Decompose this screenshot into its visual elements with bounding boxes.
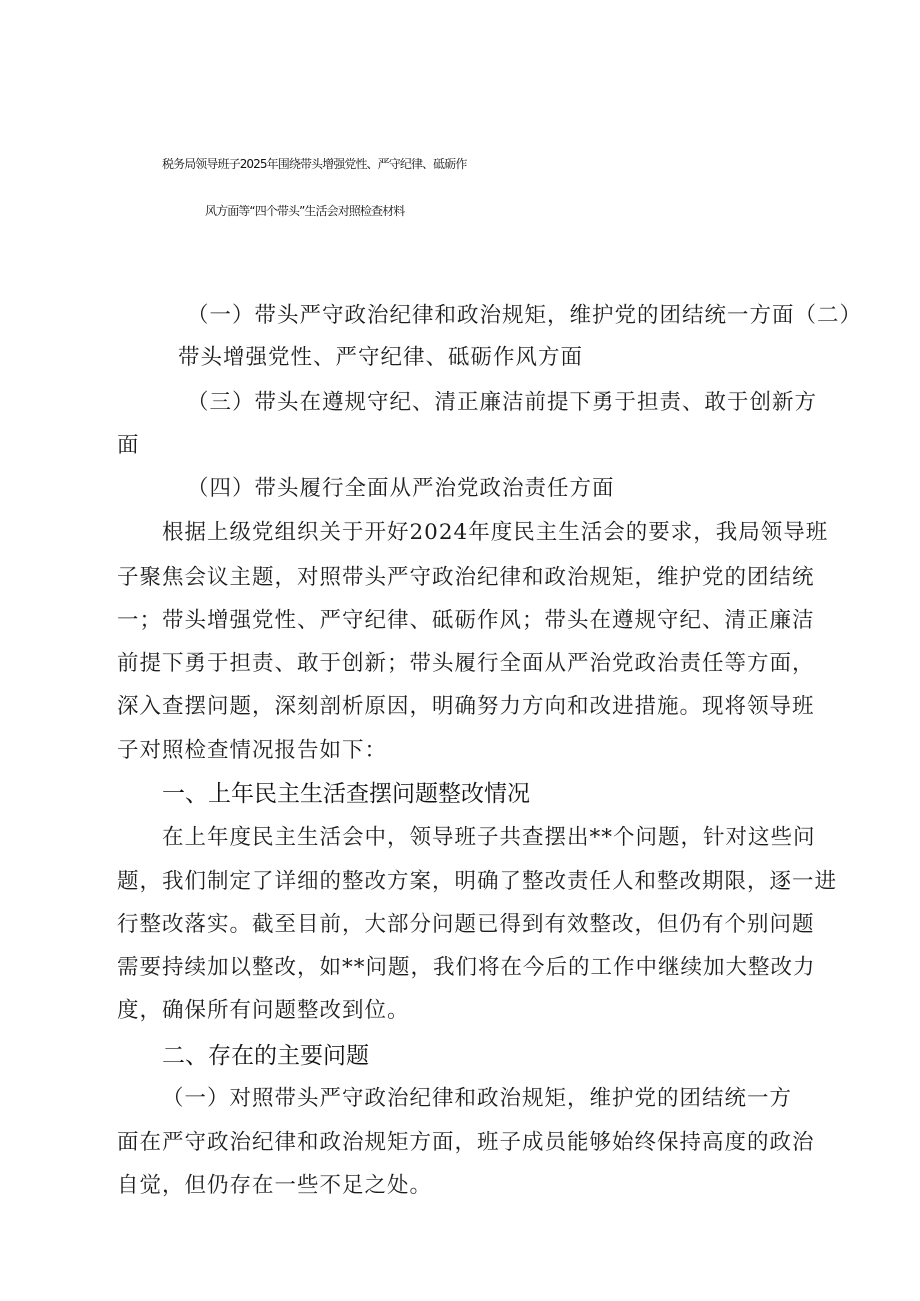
paragraph-line: 面在严守政治纪律和政治规矩方面，班子成员能够始终保持高度的政治 bbox=[117, 1130, 815, 1155]
paragraph-line: （一）对照带头严守政治纪律和政治规矩，维护党的团结统一方 bbox=[162, 1086, 793, 1111]
toc-item: （四）带头履行全面从严治党政治责任方面 bbox=[187, 476, 615, 501]
paragraph-line: 行整改落实。截至目前，大部分问题已得到有效整改，但仍有个别问题 bbox=[117, 912, 815, 937]
paragraph-line: 深入查摆问题，深刻剖析原因，明确努力方向和改进措施。现将领导班 bbox=[117, 694, 815, 719]
paragraph-line: 一；带头增强党性、严守纪律、砥砺作风；带头在遵规守纪、清正廉洁 bbox=[117, 608, 815, 633]
paragraph-line: 子聚焦会议主题，对照带头严守政治纪律和政治规矩，维护党的团结统 bbox=[117, 565, 815, 590]
paragraph-line: 自觉，但仍存在一些不足之处。 bbox=[117, 1173, 433, 1198]
toc-item: 面 bbox=[117, 433, 140, 458]
toc-item: （三）带头在遵规守纪、清正廉洁前提下勇于担责、敢于创新方 bbox=[187, 390, 818, 415]
paragraph-line: 根据上级党组织关于开好2024年度民主生活会的要求，我局领导班 bbox=[162, 520, 829, 545]
paragraph-line: 子对照检查情况报告如下： bbox=[117, 738, 388, 763]
toc-item: 带头增强党性、严守纪律、砥砺作风方面 bbox=[178, 345, 584, 370]
section-heading-2: 二、存在的主要问题 bbox=[162, 1043, 369, 1069]
section-heading-1: 一、上年民主生活查摆问题整改情况 bbox=[162, 781, 530, 807]
toc-item: （一）带头严守政治纪律和政治规矩，维护党的团结统一方面（二） bbox=[187, 303, 863, 328]
document-title-line-1: 税务局领导班子2025年围绕带头增强党性、严守纪律、砥砺作 bbox=[162, 157, 467, 171]
paragraph-line: 前提下勇于担责、敢于创新；带头履行全面从严治党政治责任等方面， bbox=[117, 651, 815, 676]
document-title-line-2: 风方面等“四个带头”生活会对照检查材料 bbox=[205, 204, 405, 218]
paragraph-line: 度，确保所有问题整改到位。 bbox=[117, 998, 410, 1023]
paragraph-line: 在上年度民主生活会中，领导班子共查摆出**个问题，针对这些问 bbox=[162, 825, 816, 850]
paragraph-line: 题，我们制定了详细的整改方案，明确了整改责任人和整改期限，逐一进 bbox=[117, 869, 838, 894]
paragraph-line: 需要持续加以整改，如**问题，我们将在今后的工作中继续加大整改力 bbox=[117, 955, 816, 980]
